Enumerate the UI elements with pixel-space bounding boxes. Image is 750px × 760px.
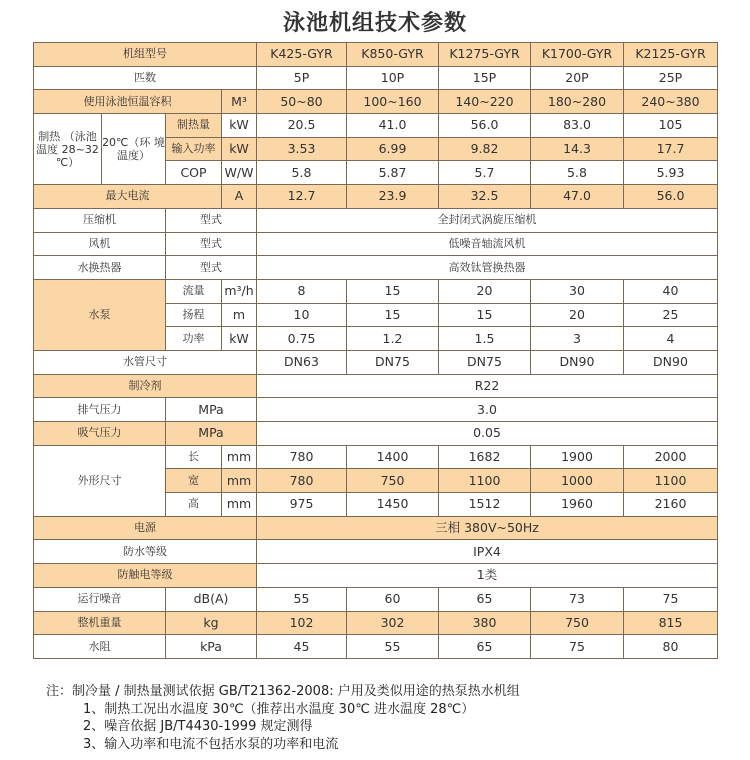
unit-cell: kW xyxy=(222,137,257,161)
value-cell: 40 xyxy=(624,279,718,303)
row-label: 外形尺寸 xyxy=(34,445,166,516)
value-cell: 380 xyxy=(439,611,531,635)
value-cell: DN90 xyxy=(531,350,624,374)
model-cell: K850-GYR xyxy=(347,43,439,67)
table-row-dims-length xyxy=(34,445,718,469)
value-cell: 三相 380V~50Hz xyxy=(257,516,718,540)
value-cell: 12.7 xyxy=(257,185,347,209)
value-cell: 60 xyxy=(347,587,439,611)
value-cell: 65 xyxy=(439,587,531,611)
value-cell: 15 xyxy=(439,303,531,327)
value-cell: 1960 xyxy=(531,493,624,517)
value-cell: 2160 xyxy=(624,493,718,517)
table-row-heating-capacity xyxy=(34,114,718,138)
heating-condition-label: 20℃（环 境温度） xyxy=(102,114,166,185)
sub-label: 长 xyxy=(166,445,222,469)
value-cell: 750 xyxy=(531,611,624,635)
heating-group-label: 制热 （泳池温度 28~32 ℃） xyxy=(34,114,102,185)
value-cell: 73 xyxy=(531,587,624,611)
value-cell: 10P xyxy=(347,66,439,90)
sub-label: 型式 xyxy=(166,256,257,280)
unit-cell: MPa xyxy=(166,422,257,446)
table-row-shock xyxy=(34,564,718,588)
value-cell: 45 xyxy=(257,635,347,659)
value-cell: 1类 xyxy=(257,564,718,588)
value-cell: DN90 xyxy=(624,350,718,374)
sub-label: 宽 xyxy=(166,469,222,493)
value-cell: 15 xyxy=(347,303,439,327)
value-cell: 30 xyxy=(531,279,624,303)
value-cell: 高效钛管换热器 xyxy=(257,256,718,280)
value-cell: 9.82 xyxy=(439,137,531,161)
value-cell: 1900 xyxy=(531,445,624,469)
value-cell: 83.0 xyxy=(531,114,624,138)
value-cell: 102 xyxy=(257,611,347,635)
value-cell: 17.7 xyxy=(624,137,718,161)
value-cell: 56.0 xyxy=(439,114,531,138)
row-label: 防水等级 xyxy=(34,540,257,564)
value-cell: 1100 xyxy=(624,469,718,493)
value-cell: 14.3 xyxy=(531,137,624,161)
table-row-suction xyxy=(34,422,718,446)
value-cell: 5.7 xyxy=(439,161,531,185)
value-cell: 20 xyxy=(531,303,624,327)
row-label: 匹数 xyxy=(34,66,257,90)
value-cell: 15P xyxy=(439,66,531,90)
value-cell: 780 xyxy=(257,445,347,469)
value-cell: 3.53 xyxy=(257,137,347,161)
table-row-volume xyxy=(34,90,718,114)
value-cell: 815 xyxy=(624,611,718,635)
value-cell: 5.93 xyxy=(624,161,718,185)
table-row-max-current xyxy=(34,185,718,209)
sub-label: 扬程 xyxy=(166,303,222,327)
table-row-fan xyxy=(34,232,718,256)
value-cell: 240~380 xyxy=(624,90,718,114)
table-row-refrigerant xyxy=(34,374,718,398)
unit-cell: kPa xyxy=(166,635,257,659)
value-cell: 23.9 xyxy=(347,185,439,209)
sub-label: 功率 xyxy=(166,327,222,351)
table-row-noise xyxy=(34,587,718,611)
note-line: 注：制冷量 / 制热量测试依据 GB/T21362-2008: 户用及类似用途的热泵热水机组 xyxy=(46,684,520,699)
row-label: 最大电流 xyxy=(34,185,222,209)
row-label: 使用泳池恒温容积 xyxy=(34,90,222,114)
value-cell: 25 xyxy=(624,303,718,327)
value-cell: 15 xyxy=(347,279,439,303)
value-cell: 1450 xyxy=(347,493,439,517)
unit-cell: W/W xyxy=(222,161,257,185)
value-cell: 180~280 xyxy=(531,90,624,114)
value-cell: 4 xyxy=(624,327,718,351)
unit-cell: kW xyxy=(222,327,257,351)
value-cell: 56.0 xyxy=(624,185,718,209)
value-cell: 1682 xyxy=(439,445,531,469)
model-cell: K1700-GYR xyxy=(531,43,624,67)
unit-cell: m xyxy=(222,303,257,327)
row-label: 水阻 xyxy=(34,635,166,659)
row-label: 水换热器 xyxy=(34,256,166,280)
row-label: 水泵 xyxy=(34,279,166,350)
value-cell: DN75 xyxy=(439,350,531,374)
unit-cell: A xyxy=(222,185,257,209)
value-cell: 55 xyxy=(347,635,439,659)
table-row-pipe xyxy=(34,350,718,374)
value-cell: 3.0 xyxy=(257,398,718,422)
value-cell: 1.5 xyxy=(439,327,531,351)
row-label: 压缩机 xyxy=(34,208,166,232)
value-cell: 低噪音轴流风机 xyxy=(257,232,718,256)
row-label: 电源 xyxy=(34,516,257,540)
notes xyxy=(46,683,520,753)
value-cell: 55 xyxy=(257,587,347,611)
sub-label: 型式 xyxy=(166,208,257,232)
value-cell: 6.99 xyxy=(347,137,439,161)
value-cell: 140~220 xyxy=(439,90,531,114)
value-cell: 20P xyxy=(531,66,624,90)
value-cell: 75 xyxy=(531,635,624,659)
table-row-pump-flow xyxy=(34,279,718,303)
unit-cell: mm xyxy=(222,493,257,517)
table-row-power-supply xyxy=(34,516,718,540)
row-label: 输入功率 xyxy=(166,137,222,161)
value-cell: 32.5 xyxy=(439,185,531,209)
value-cell: R22 xyxy=(257,374,718,398)
table-row-pishu xyxy=(34,66,718,90)
row-label: COP xyxy=(166,161,222,185)
value-cell: 5.8 xyxy=(531,161,624,185)
value-cell: 5.8 xyxy=(257,161,347,185)
unit-cell: mm xyxy=(222,445,257,469)
unit-cell: kW xyxy=(222,114,257,138)
value-cell: 41.0 xyxy=(347,114,439,138)
table-row-compressor xyxy=(34,208,718,232)
table-row-waterproof xyxy=(34,540,718,564)
value-cell: 80 xyxy=(624,635,718,659)
value-cell: 20 xyxy=(439,279,531,303)
value-cell: 0.75 xyxy=(257,327,347,351)
value-cell: 5P xyxy=(257,66,347,90)
value-cell: 780 xyxy=(257,469,347,493)
row-label: 防触电等级 xyxy=(34,564,257,588)
value-cell: 0.05 xyxy=(257,422,718,446)
value-cell: 1000 xyxy=(531,469,624,493)
row-label: 运行噪音 xyxy=(34,587,166,611)
unit-cell: kg xyxy=(166,611,257,635)
value-cell: 3 xyxy=(531,327,624,351)
model-cell: K2125-GYR xyxy=(624,43,718,67)
table-row-exchanger xyxy=(34,256,718,280)
row-label: 水管尺寸 xyxy=(34,350,257,374)
value-cell: 47.0 xyxy=(531,185,624,209)
sub-label: 流量 xyxy=(166,279,222,303)
value-cell: 2000 xyxy=(624,445,718,469)
value-cell: 1512 xyxy=(439,493,531,517)
model-cell: K425-GYR xyxy=(257,43,347,67)
note-line: 3、输入功率和电流不包括水泵的功率和电流 xyxy=(83,736,339,752)
value-cell: 1400 xyxy=(347,445,439,469)
value-cell: 全封闭式涡旋压缩机 xyxy=(257,208,718,232)
sub-label: 型式 xyxy=(166,232,257,256)
row-label: 风机 xyxy=(34,232,166,256)
value-cell: 25P xyxy=(624,66,718,90)
unit-cell: mm xyxy=(222,469,257,493)
value-cell: 1100 xyxy=(439,469,531,493)
value-cell: 5.87 xyxy=(347,161,439,185)
model-cell: K1275-GYR xyxy=(439,43,531,67)
value-cell: 10 xyxy=(257,303,347,327)
value-cell: 20.5 xyxy=(257,114,347,138)
unit-cell: MPa xyxy=(166,398,257,422)
row-label: 制热量 xyxy=(166,114,222,138)
spec-table xyxy=(33,42,718,659)
table-row-discharge xyxy=(34,398,718,422)
row-label: 制冷剂 xyxy=(34,374,257,398)
row-label: 整机重量 xyxy=(34,611,166,635)
row-label: 吸气压力 xyxy=(34,422,166,446)
value-cell: IPX4 xyxy=(257,540,718,564)
table-row-weight xyxy=(34,611,718,635)
unit-cell: m³/h xyxy=(222,279,257,303)
row-label: 排气压力 xyxy=(34,398,166,422)
value-cell: 302 xyxy=(347,611,439,635)
value-cell: DN75 xyxy=(347,350,439,374)
value-cell: 8 xyxy=(257,279,347,303)
value-cell: 65 xyxy=(439,635,531,659)
note-line: 2、噪音依据 JB/T4430-1999 规定测得 xyxy=(83,719,313,734)
value-cell: 75 xyxy=(624,587,718,611)
page-title: 泳池机组技术参数 xyxy=(282,11,467,36)
unit-cell: M³ xyxy=(222,90,257,114)
table-row-resistance xyxy=(34,635,718,659)
value-cell: 50~80 xyxy=(257,90,347,114)
value-cell: 750 xyxy=(347,469,439,493)
value-cell: 100~160 xyxy=(347,90,439,114)
row-label: 机组型号 xyxy=(34,43,257,67)
value-cell: 975 xyxy=(257,493,347,517)
value-cell: 105 xyxy=(624,114,718,138)
unit-cell: dB(A) xyxy=(166,587,257,611)
note-line: 1、制热工况出水温度 30℃（推荐出水温度 30℃ 进水温度 28℃） xyxy=(83,701,475,717)
value-cell: 1.2 xyxy=(347,327,439,351)
value-cell: DN63 xyxy=(257,350,347,374)
table-row-model xyxy=(34,43,718,67)
sub-label: 高 xyxy=(166,493,222,517)
